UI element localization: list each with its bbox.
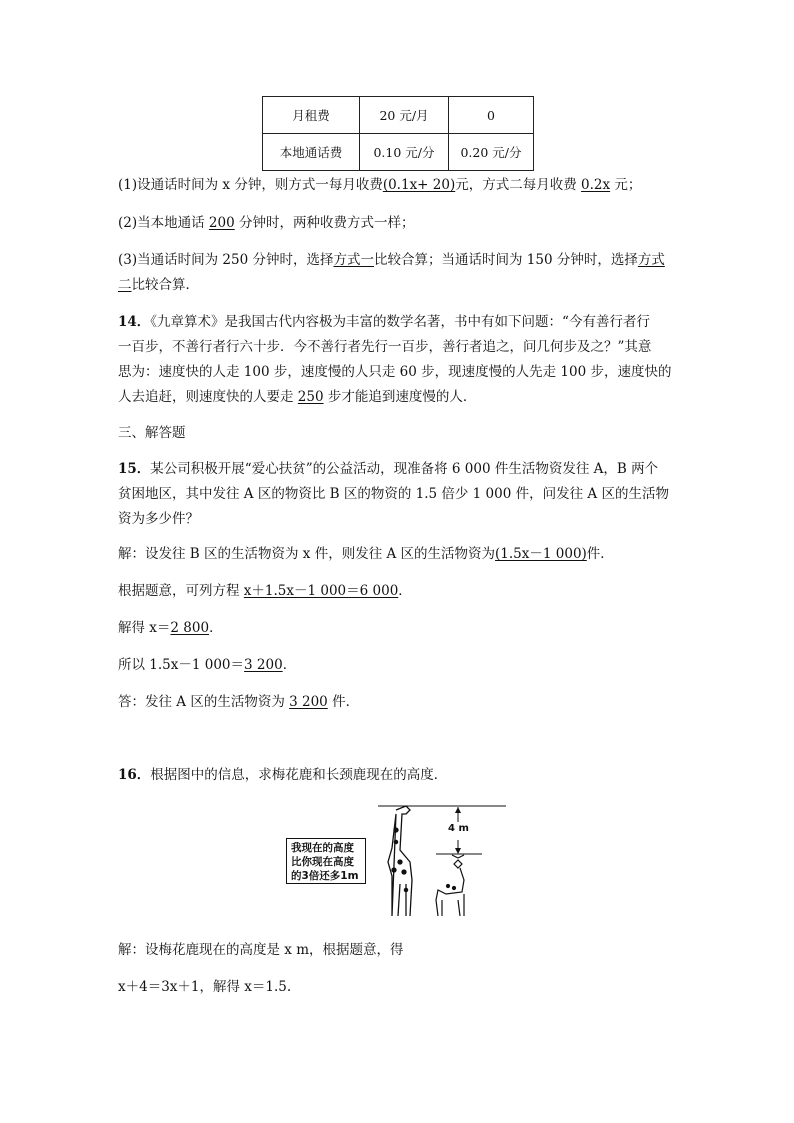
text: 答：发往 A 区的生活物资为 (118, 694, 290, 710)
table-cell: 月租费 (263, 97, 360, 134)
answer-blank: 250 (297, 389, 324, 405)
table-cell: 0.10 元/分 (360, 134, 449, 171)
q15-solution1 (118, 541, 614, 567)
q14-line4 (118, 384, 476, 410)
table-row (263, 97, 534, 134)
answer-blank: 方式 (637, 252, 665, 268)
text: 根据图中的信息，求梅花鹿和长颈鹿现在的高度． (150, 767, 448, 783)
speech-box: 我现在的高度比你现在高度的3倍还多1m (286, 838, 366, 884)
question-number: 16． (118, 767, 151, 783)
text: 某公司积极开展“爱心扶贫”的公益活动，现准备将 6 000 件生活物资发往 A，B 两个 (150, 461, 659, 477)
text: 所以 1.5x－1 000＝ (118, 657, 245, 673)
q15-line3: 资为多少件？ (118, 511, 199, 527)
text: ． (398, 583, 412, 599)
q15-answer (118, 689, 359, 715)
answer-blank: 二 (118, 277, 132, 293)
giraffe-icon (388, 806, 412, 916)
answer-blank: x＋1.5x－1 000＝6 000 (243, 583, 399, 599)
q14-line1 (118, 309, 650, 335)
text: 根据题意，可列方程 (118, 583, 244, 599)
question-number: 14． (118, 314, 151, 330)
text: 人去追赶，则速度快的人要走 (118, 389, 298, 405)
question-number: 15． (118, 461, 151, 477)
q16-line1 (118, 762, 447, 788)
text: 件． (586, 546, 614, 562)
answer-blank: 0.2x (581, 177, 611, 193)
dimension-label: 4 m (448, 823, 469, 834)
table-row (263, 134, 534, 171)
text: 解：设发往 B 区的生活物资为 x 件，则发往 A 区的生活物资为 (118, 546, 496, 562)
text: 《九章算术》是我国古代内容极为丰富的数学名著，书中有如下问题：“今有善行者行 (150, 314, 650, 330)
answer-blank: 3 200 (289, 694, 328, 710)
text: 分钟时，两种收费方式一样； (234, 215, 415, 231)
table-cell: 0 (449, 97, 534, 134)
text: 比较合算；当通话时间为 150 分钟时，选择 (373, 252, 638, 268)
table-cell: 20 元/月 (360, 97, 449, 134)
q14-line2: 一百步，不善行者行六十步．今不善行者先行一百步，善行者追之，问几何步及之？”其意 (118, 339, 652, 355)
arrow-down-icon (455, 848, 461, 854)
answer-blank: 方式一 (333, 252, 374, 268)
q15-solution4 (118, 652, 296, 678)
giraffe-deer-figure (366, 800, 516, 922)
answer-blank: 2 800 (170, 620, 210, 636)
section-heading: 三、解答题 (118, 425, 186, 441)
table-cell: 0.20 元/分 (449, 134, 534, 171)
q15-solution2 (118, 578, 412, 604)
text: (1)设通话时间为 x 分钟，则方式一每月收费 (118, 177, 383, 193)
text: 元； (610, 177, 642, 193)
text: 步才能追到速度慢的人． (323, 389, 477, 405)
answer-blank: (0.1x+ 20) (382, 177, 456, 193)
text: (3)当通话时间为 250 分钟时，选择 (118, 252, 334, 268)
table-cell: 本地通话费 (263, 134, 360, 171)
q13-part3-cont (118, 272, 199, 298)
deer-icon (436, 855, 464, 916)
text: ． (209, 620, 223, 636)
answer-blank: (1.5x－1 000) (495, 546, 587, 562)
text: ． (282, 657, 297, 673)
q13-part1 (118, 172, 641, 198)
text: 元，方式二每月收费 (455, 177, 582, 193)
arrow-up-icon (455, 807, 461, 813)
q14-line3: 思为：速度快的人走 100 步，速度慢的人只走 60 步，现速度慢的人先走 100 步，速度快的 (118, 364, 672, 380)
q15-line1 (118, 456, 658, 482)
q13-part2 (118, 210, 415, 236)
text: (2)当本地通话 (118, 215, 209, 231)
answer-blank: 200 (208, 215, 235, 231)
q16-solution2: x＋4＝3x＋1，解得 x＝1.5. (118, 979, 292, 995)
answer-blank: 3 200 (244, 657, 283, 673)
text: 比较合算． (131, 277, 199, 293)
text: 件． (327, 694, 360, 710)
text: 解得 x＝ (118, 620, 171, 636)
q15-solution3 (118, 615, 223, 641)
q15-line2: 贫困地区，其中发往 A 区的物资比 B 区的物资的 1.5 倍少 1 000 件，问发往 A 区的生活物 (118, 486, 669, 502)
fee-table (262, 96, 534, 171)
q16-solution1: 解：设梅花鹿现在的高度是 x m，根据题意，得 (118, 942, 404, 958)
q13-part3 (118, 247, 665, 273)
